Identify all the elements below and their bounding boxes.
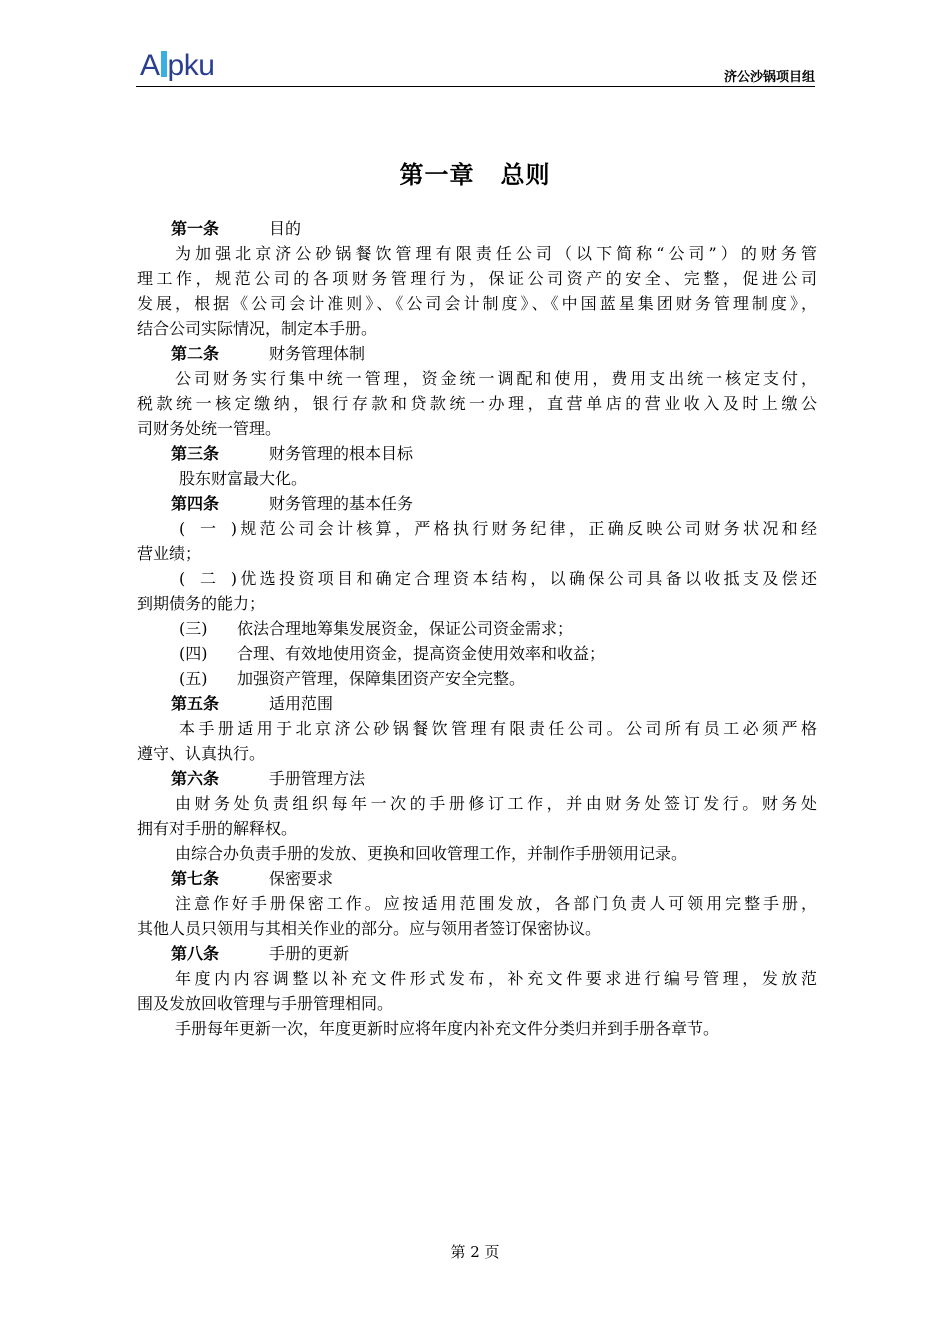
article-label: 第二条 [171, 344, 220, 363]
article-2-heading [137, 341, 817, 366]
list-item-text: 规范公司会计核算，严格执行财务纪律，正确反映公司财务状况和经 [237, 519, 817, 538]
paragraph-line: 由财务处负责组织每年一次的手册修订工作，并由财务处签订发行。财务处 [175, 794, 817, 813]
paragraph-line: 拥有对手册的解释权。 [137, 819, 298, 838]
article-heading: 手册管理方法 [269, 769, 366, 788]
article-label: 第五条 [171, 694, 220, 713]
logo-letter-a: A [140, 49, 160, 82]
article-label: 第一条 [171, 219, 220, 238]
paragraph-line: 结合公司实际情况，制定本手册。 [137, 319, 378, 338]
article-5-heading [137, 691, 817, 716]
chapter-number: 第一章 [399, 161, 475, 189]
paragraph-line: 股东财富最大化。 [179, 469, 308, 488]
logo-bar-icon [161, 51, 167, 77]
chapter-title [0, 155, 950, 190]
paragraph-line: 注意作好手册保密工作。应按适用范围发放，各部门负责人可领用完整手册， [175, 894, 817, 913]
list-item-text: 合理、有效地使用资金，提高资金使用效率和收益； [237, 644, 606, 663]
article-heading: 目的 [269, 219, 302, 238]
article-heading: 财务管理的基本任务 [269, 494, 414, 513]
paragraph-line: 税款统一核定缴纳，银行存款和贷款统一办理，直营单店的营业收入及时上缴公 [137, 394, 817, 413]
paragraph-line: 为加强北京济公砂锅餐饮管理有限责任公司（以下简称“公司”）的财务管 [175, 244, 817, 263]
paragraph-line: 围及发放回收管理与手册管理相同。 [137, 994, 394, 1013]
article-heading: 财务管理体制 [269, 344, 366, 363]
list-item-text: 依法合理地筹集发展资金，保证公司资金需求； [237, 619, 574, 638]
paragraph-line: 理工作，规范公司的各项财务管理行为，保证公司资产的安全、完整，促进公司 [137, 269, 817, 288]
chapter-name: 总则 [500, 161, 551, 189]
paragraph-line: 由综合办负责手册的发放、更换和回收管理工作，并制作手册领用记录。 [175, 844, 688, 863]
document-body [137, 216, 817, 1041]
article-4-heading [137, 491, 817, 516]
list-item-text: 加强资产管理，保障集团资产安全完整。 [237, 669, 526, 688]
article-heading: 适用范围 [269, 694, 334, 713]
list-item-number: (四) [179, 644, 208, 663]
list-item-continuation: 到期债务的能力； [137, 594, 266, 613]
article-label: 第三条 [171, 444, 220, 463]
list-item-number: (一) [179, 519, 237, 538]
logo-letters: pku [167, 49, 215, 82]
article-label: 第八条 [171, 944, 220, 963]
paragraph-line: 本手册适用于北京济公砂锅餐饮管理有限责任公司。公司所有员工必须严格 [179, 719, 817, 738]
article-label: 第七条 [171, 869, 220, 888]
article-7-heading [137, 866, 817, 891]
article-6-heading [137, 766, 817, 791]
list-item [137, 666, 817, 691]
paragraph-line: 手册每年更新一次，年度更新时应将年度内补充文件分类归并到手册各章节。 [175, 1019, 720, 1038]
article-heading: 手册的更新 [269, 944, 350, 963]
list-item [137, 516, 817, 541]
paragraph-line: 遵守、认真执行。 [137, 744, 266, 763]
header-org-name: 济公沙锅项目组 [723, 70, 815, 85]
list-item [137, 566, 817, 591]
list-item [137, 616, 817, 641]
list-item-number: (三) [179, 619, 208, 638]
article-8-heading [137, 941, 817, 966]
article-1-heading [137, 216, 817, 241]
paragraph-line: 司财务处统一管理。 [137, 419, 282, 438]
list-item-number: (二) [179, 569, 237, 588]
paragraph-line: 其他人员只领用与其相关作业的部分。应与领用者签订保密协议。 [137, 919, 602, 938]
article-heading: 保密要求 [269, 869, 334, 888]
list-item [137, 641, 817, 666]
page-number: 第 2 页 [450, 1243, 500, 1261]
page-header [136, 48, 815, 87]
list-item-text: 优选投资项目和确定合理资本结构，以确保公司具备以收抵支及偿还 [237, 569, 817, 588]
company-logo [140, 50, 250, 82]
list-item-number: (五) [179, 669, 208, 688]
paragraph-line: 年度内内容调整以补充文件形式发布，补充文件要求进行编号管理，发放范 [175, 969, 817, 988]
paragraph-line: 公司财务实行集中统一管理，资金统一调配和使用，费用支出统一核定支付， [175, 369, 817, 388]
list-item-continuation: 营业绩； [137, 544, 202, 563]
article-label: 第六条 [171, 769, 220, 788]
article-heading: 财务管理的根本目标 [269, 444, 414, 463]
paragraph-line: 发展，根据《公司会计准则》、《公司会计制度》、《中国蓝星集团财务管理制度》， [137, 294, 817, 313]
article-3-heading [137, 441, 817, 466]
article-label: 第四条 [171, 494, 220, 513]
